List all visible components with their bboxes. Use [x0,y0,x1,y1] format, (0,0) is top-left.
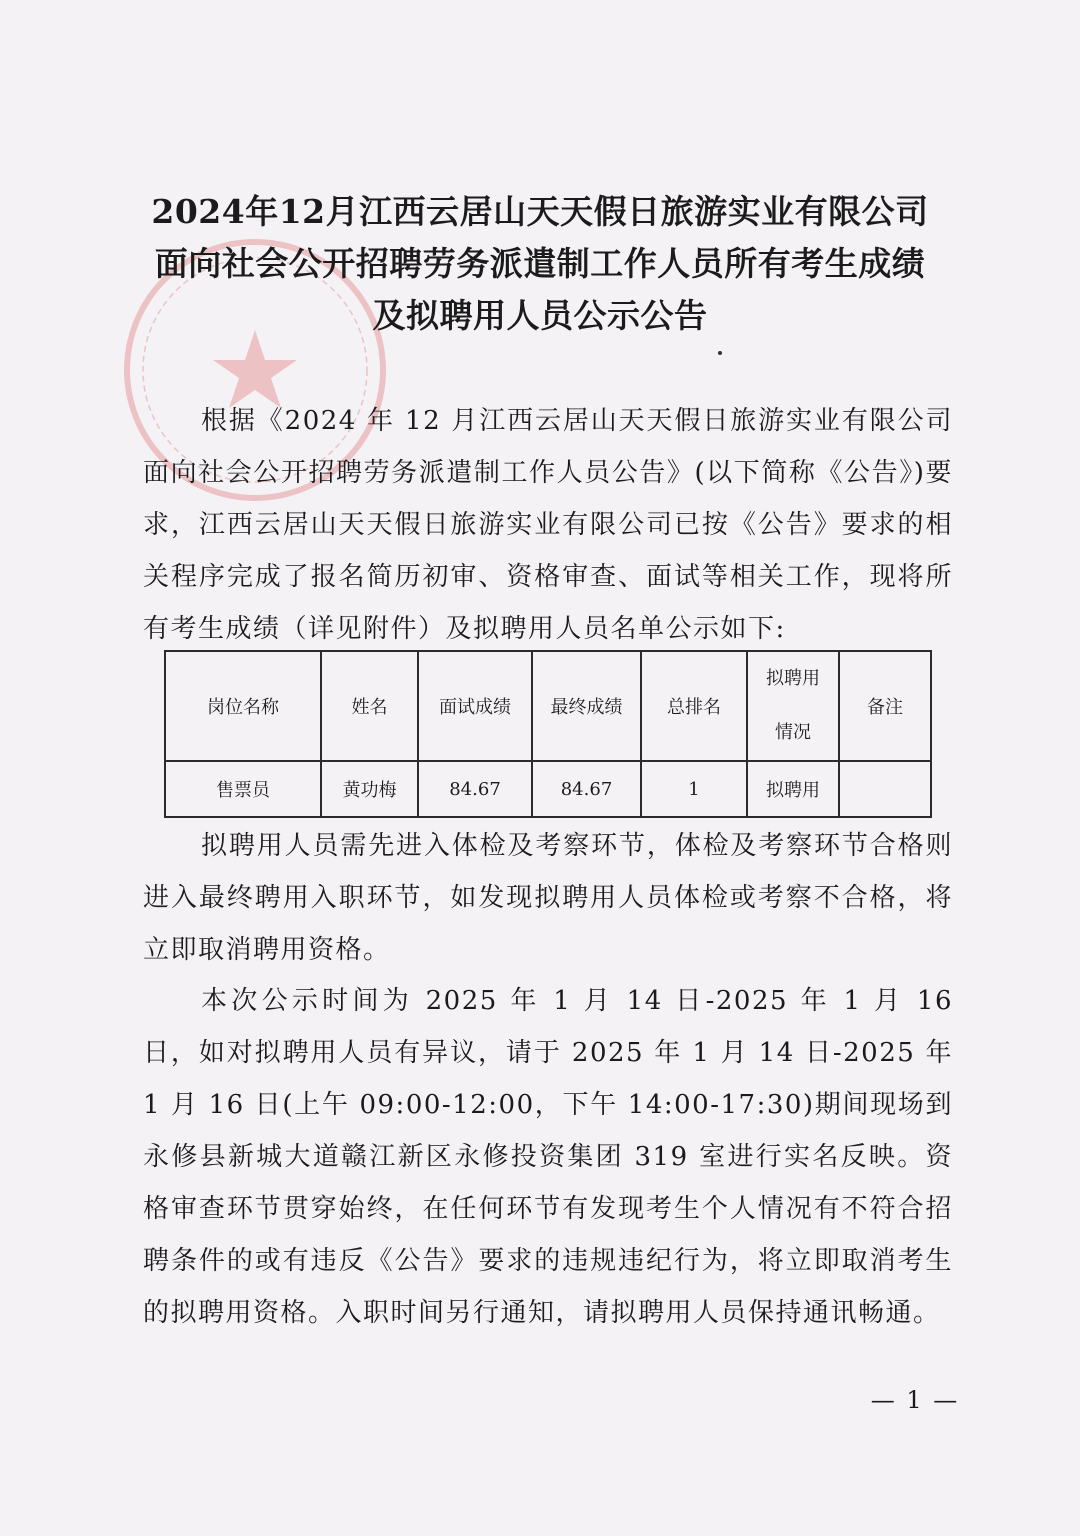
header-final-score: 最终成绩 [532,651,641,761]
header-remarks: 备注 [839,651,931,761]
cell-final-score: 84.67 [532,761,641,817]
intro-paragraph: 根据《2024 年 12 月江西云居山天天假日旅游实业有限公司面向社会公开招聘劳务派遣制工作人员公告》(以下简称《公告》)要求，江西云居山天天假日旅游实业有限公司已按《公告》要求的相关程序完成了报名简历初审、资格审查、面试等相关工作，现将所有考生成绩（详见附件）及拟聘用人员名单公示如下: [143,406,953,644]
page-number: — 1 — [870,1386,960,1414]
header-rank: 总排名 [641,651,747,761]
notice-period-paragraph: 本次公示时间为 2025 年 1 月 14 日-2025 年 1 月 16 日，如对拟聘用人员有异议，请于 2025 年 1 月 14 日-2025 年 1 月 16 日(上午 09:00-12:00，下午 14:00-17:30)期间现场到永修县新城大道赣江新区永修投资集团 319 室进行实名反映。资格审查环节贯穿始终，在任何环节有发现考生个人情况有不符合招聘条件的或有违反《公告》要求的违规违纪行为，将立即取消考生的拟聘用资格。入职时间另行通知，请拟聘用人员保持通讯畅通。 [143,986,953,1328]
hire-table [164,650,932,818]
exam-paragraph: 拟聘用人员需先进入体检及考察环节，体检及考察环节合格则进入最终聘用入职环节，如发现拟聘用人员体检或考察不合格，将立即取消聘用资格。 [143,831,953,965]
stray-dot [718,351,722,355]
cell-name: 黄功梅 [321,761,418,817]
header-name: 姓名 [321,651,418,761]
cell-position: 售票员 [165,761,321,817]
header-hire-status-line1: 拟聘用 [766,668,820,689]
cell-interview-score: 84.67 [418,761,532,817]
header-interview-score: 面试成绩 [418,651,532,761]
header-hire-status-line2: 情况 [775,722,811,743]
title-line-3: 及拟聘用人员公示公告 [372,296,708,335]
title-line-2: 面向社会公开招聘劳务派遣制工作人员所有考生成绩 [154,244,926,283]
header-position: 岗位名称 [165,651,321,761]
cell-rank: 1 [641,761,747,817]
table-row [165,761,931,817]
table-header-row [165,651,931,761]
document-title [100,186,980,342]
cell-hire-status: 拟聘用 [747,761,839,817]
cell-remarks [839,761,931,817]
header-hire-status [747,651,839,761]
title-line-1: 2024年12月江西云居山天天假日旅游实业有限公司 [151,192,929,231]
